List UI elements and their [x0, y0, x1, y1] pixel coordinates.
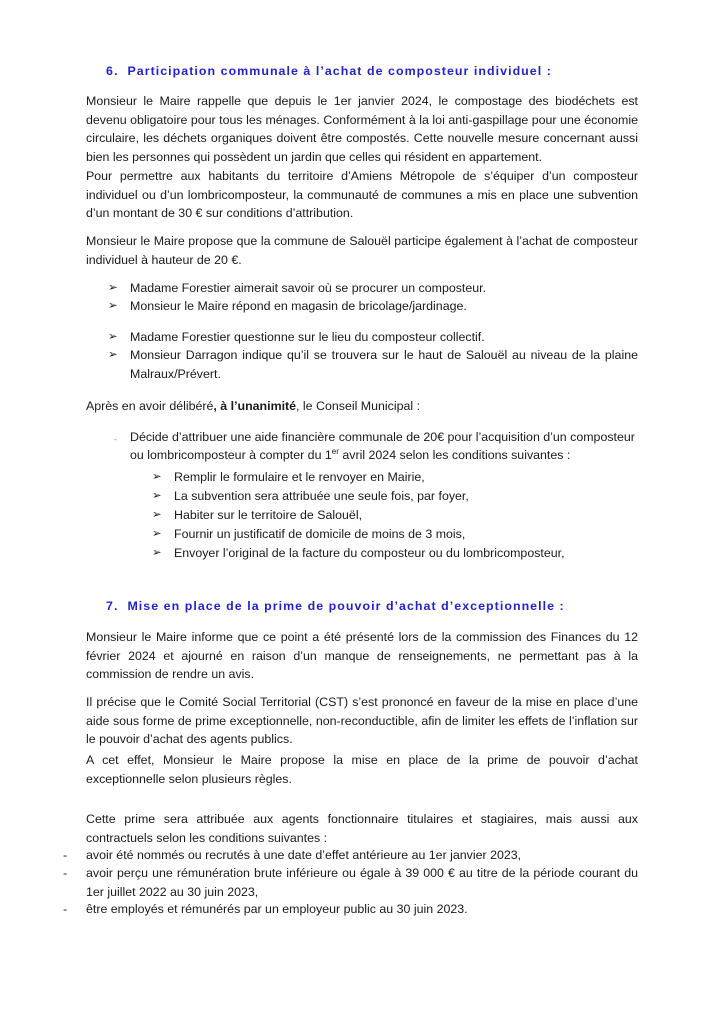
section-7-paragraph-2: Il précise que le Comité Social Territorial (CST) s’est prononcé en faveur de la mise en place d’une aide sous forme de prime exceptionnelle, non-reconductible, afin de limiter les effets de l’inflation sur le pouvoir d’achat des agents publics.: [86, 695, 638, 746]
deliberation-unanimity: , à l’unanimité: [213, 399, 297, 413]
deliberation-line: [86, 397, 420, 416]
arrow-bullet-icon: ➢: [108, 349, 118, 361]
criteria-item: avoir été nommés ou recrutés à une date d’effet antérieure au 1er janvier 2023,: [86, 848, 522, 862]
arrow-bullet-icon: ➢: [108, 331, 118, 343]
criteria-item: être employés et rémunérés par un employeur public au 30 juin 2023.: [86, 902, 468, 916]
condition-item: Habiter sur le territoire de Salouël,: [174, 508, 363, 522]
arrow-bullet-icon: ➢: [152, 528, 162, 540]
decision-line-1: Décide d’attribuer une aide financière communale de 20€ pour l’acquisition d’un composteur: [130, 430, 635, 444]
section-6-heading: [106, 62, 552, 81]
dash-bullet-icon: -: [63, 866, 68, 880]
arrow-bullet-icon: ➢: [152, 547, 162, 559]
section-7-title: Mise en place de la prime de pouvoir d’achat d’exceptionnelle :: [127, 599, 565, 613]
section-7-heading: [106, 597, 565, 616]
arrow-bullet-icon: ➢: [108, 300, 118, 312]
deliberation-post: , le Conseil Municipal :: [296, 399, 421, 413]
decision-line-2-end: avril 2024 selon les conditions suivantes :: [338, 448, 571, 462]
section-6-paragraph-2: Pour permettre aux habitants du territoire d’Amiens Métropole de s’équiper d’un composteur individuel ou d’un lombricomposteur, la communauté de communes a mis en place une subvention d’un montant de 30 € sur conditions d’attribution.: [86, 169, 638, 220]
dash-bullet-icon: -: [114, 435, 117, 444]
section-7-number: 7.: [106, 599, 119, 613]
exchange-item: Monsieur le Maire répond en magasin de bricolage/jardinage.: [130, 299, 467, 313]
exchange-item: Madame Forestier aimerait savoir où se procurer un composteur.: [130, 281, 487, 295]
condition-item: La subvention sera attribuée une seule fois, par foyer,: [174, 489, 469, 503]
section-6-paragraph-1: Monsieur le Maire rappelle que depuis le 1er janvier 2024, le compostage des biodéchets est devenu obligatoire pour tous les ménages. Conformément à la loi anti-gaspillage pour une économie circulaire, les déchets organiques doivent être compostés. Cette nouvelle mesure concernant aussi bien les personnes qui possèdent un jardin que celles qui résident en appartement.: [86, 94, 638, 164]
condition-item: Envoyer l’original de la facture du composteur ou du lombricomposteur,: [174, 546, 565, 560]
section-7-paragraph-1: Monsieur le Maire informe que ce point a été présenté lors de la commission des Finances du 12 février 2024 et ajourné en raison d’un manque de renseignements, ne permettant pas à la commission de rendre un avis.: [86, 630, 638, 681]
arrow-bullet-icon: ➢: [152, 471, 162, 483]
section-7-paragraph-3: A cet effet, Monsieur le Maire propose la mise en place de la prime de pouvoir d’achat exceptionnelle selon plusieurs règles.: [86, 753, 638, 786]
arrow-bullet-icon: ➢: [152, 509, 162, 521]
deliberation-pre: Après en avoir délibéré: [86, 399, 214, 413]
dash-bullet-icon: -: [63, 848, 68, 862]
criteria-item: avoir perçu une rémunération brute inférieure ou égale à 39 000 € au titre de la période courant du 1er juillet 2022 au 30 juin 2023,: [86, 866, 638, 899]
decision-line-2-text: ou lombricomposteur à compter du 1: [130, 448, 332, 462]
section-7-paragraph-4: Cette prime sera attribuée aux agents fonctionnaire titulaires et stagiaires, mais aussi aux contractuels selon les conditions suivantes :: [86, 812, 638, 845]
exchange-item: Madame Forestier questionne sur le lieu du composteur collectif.: [130, 330, 485, 344]
arrow-bullet-icon: ➢: [152, 490, 162, 502]
section-6-number: 6.: [106, 64, 119, 78]
arrow-bullet-icon: ➢: [108, 282, 118, 294]
dash-bullet-icon: -: [63, 902, 68, 916]
section-6-title: Participation communale à l’achat de composteur individuel :: [127, 64, 552, 78]
decision-line-2: [130, 446, 570, 465]
section-6-paragraph-3: Monsieur le Maire propose que la commune de Salouël participe également à l’achat de composteur individuel à hauteur de 20 €.: [86, 234, 638, 267]
exchange-item: Monsieur Darragon indique qu’il se trouvera sur le haut de Salouël au niveau de la plaine Malraux/Prévert.: [130, 348, 638, 381]
decision-line-2-superscript: er: [331, 446, 339, 456]
condition-item: Fournir un justificatif de domicile de moins de 3 mois,: [174, 527, 466, 541]
condition-item: Remplir le formulaire et le renvoyer en Mairie,: [174, 470, 425, 484]
